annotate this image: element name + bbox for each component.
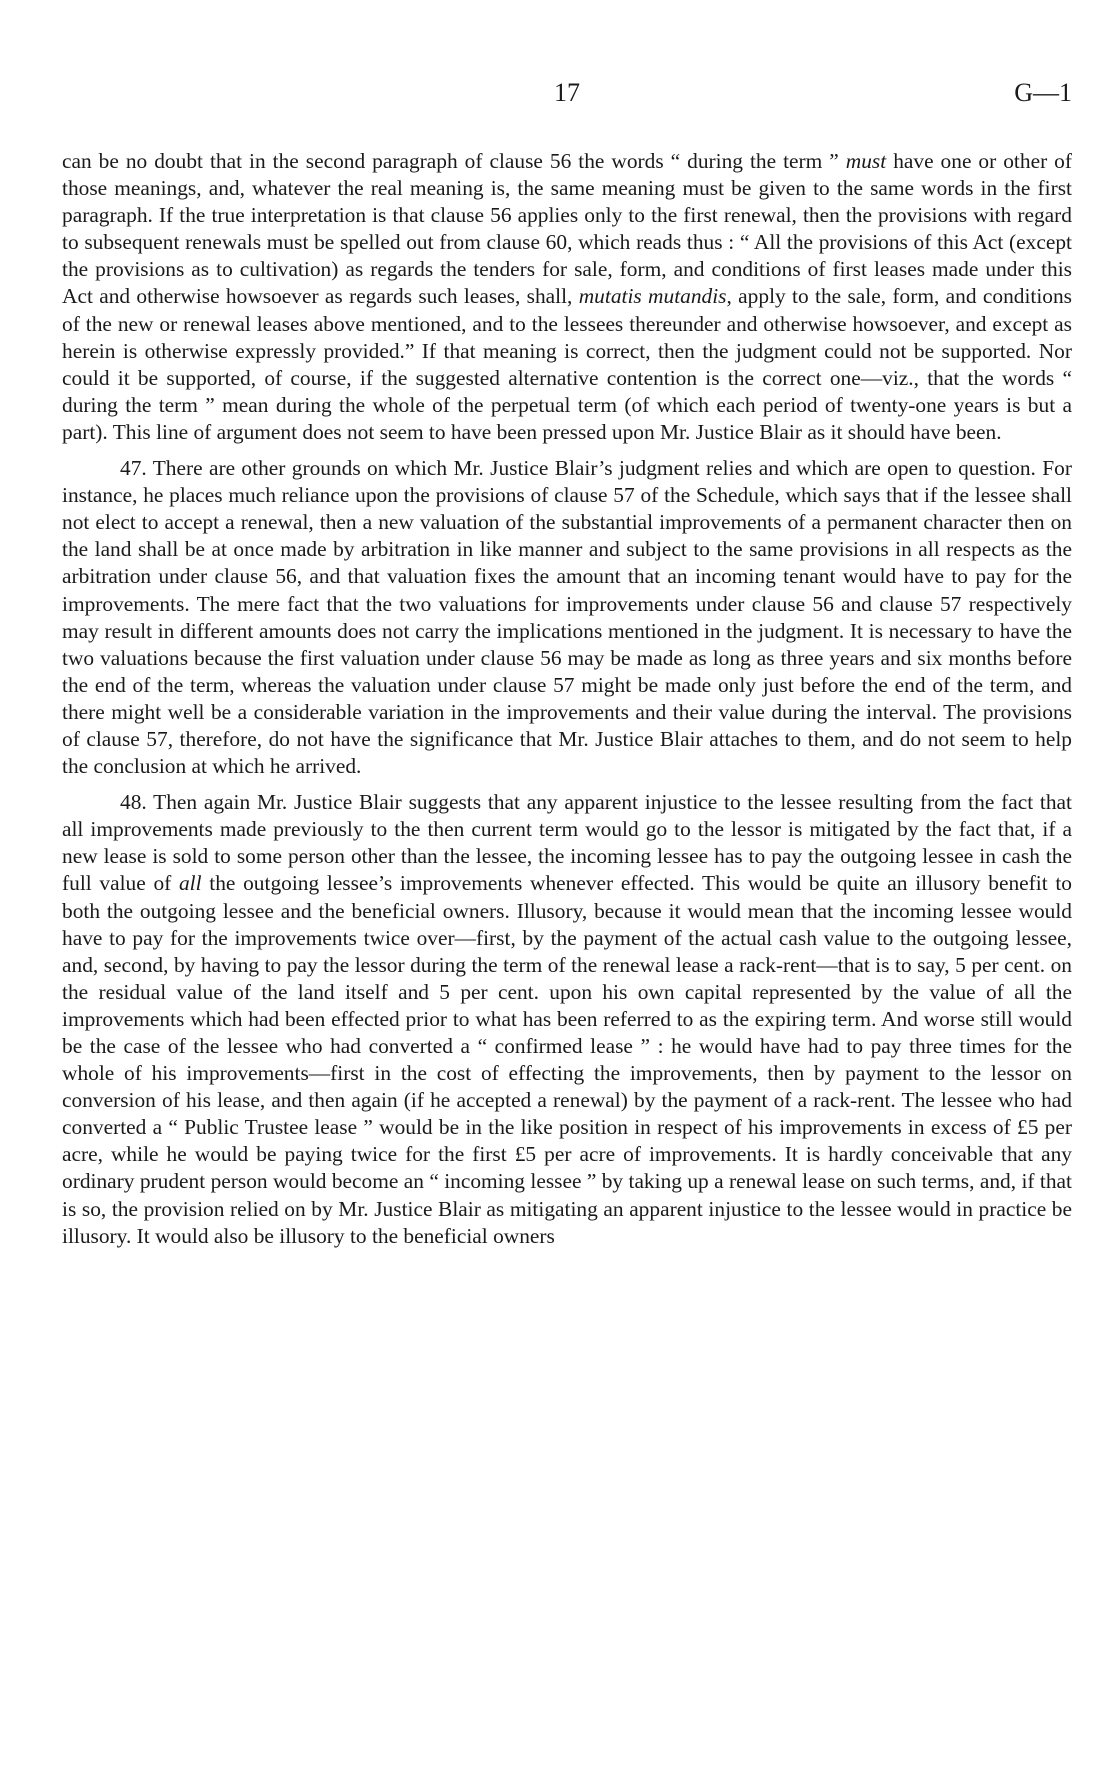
text-segment: have one or other of those meanings, and, whatever the real meaning is, the same meaning must be given to the same words in the first paragraph. If the true interpretation is that clause 56 applies only to the first renewal, then the provisions with regard to subsequent renewals must be spelled out from clause 60, which reads thus : “ All the provisions of this Act (except the provisions as to cultivation) as regards the tenders for sale, form, and conditions of first leases made under this Act and otherwise howsoever as regards such leases, shall,	[62, 149, 1072, 309]
document-reference: G—1	[1014, 78, 1072, 107]
paragraph-47	[62, 455, 1072, 780]
text-segment: 48. Then again Mr. Justice Blair suggests that any apparent injustice to the lessee resulting from the fact that all improvements made previously to the then current term would go to the lessor is mitigated by the fact that, if a new lease is sold to some person other than the lessee, the incoming lessee has to pay the outgoing lessee in cash the full value of	[62, 790, 1072, 896]
text-segment: 47. There are other grounds on which Mr. Justice Blair’s judgment relies and which are open to question. For instance, he places much reliance upon the provisions of clause 57 of the Schedule, which says that if the lessee shall not elect to accept a renewal, then a new valuation of the substantial improvements of a permanent character then on the land shall be at once made by arbitration in like manner and subject to the same provisions in all respects as the arbitration under clause 56, and that valuation fixes the amount that an incoming tenant would have to pay for the improvements. The mere fact that the two valuations for improvements under clause 56 and clause 57 respectively may result in different amounts does not carry the implications mentioned in the judgment. It is necessary to have the two valuations because the first valuation under clause 56 may be made as long as three years and six months before the end of the term, whereas the valuation under clause 57 might be made only just before the end of the term, and there might well be a considerable variation in the improvements and their value during the interval. The provisions of clause 57, therefore, do not have the significance that Mr. Justice Blair attaches to them, and do not seem to help the conclusion at which he arrived.	[62, 456, 1072, 779]
italic-text: mutatis mutandis	[578, 284, 727, 309]
text-segment: can be no doubt that in the second paragraph of clause 56 the words “ during the term ”	[62, 149, 846, 173]
italic-text: all	[178, 871, 202, 896]
page-number: 17	[554, 78, 580, 107]
italic-text: must	[845, 149, 887, 173]
text-segment: , apply to the sale, form, and conditions of the new or renewal leases above mentioned, and to the lessees thereunder and otherwise howsoever, and except as herein is otherwise expressly provided.” If that meaning is correct, then the judgment could not be supported. Nor could it be supported, of course, if the suggested alternative contention is the correct one—viz., that the words “ during the term ” mean during the whole of the perpetual term (of which each period of twenty-one years is but a part). This line of argument does not seem to have been pressed upon Mr. Justice Blair as it should have been.	[62, 284, 1072, 444]
body-text	[62, 148, 1072, 1252]
paragraph-48	[62, 789, 1072, 1250]
text-segment: the outgoing lessee’s improvements whenever effected. This would be quite an illusory benefit to both the outgoing lessee and the beneficial owners. Illusory, because it would mean that the incoming lessee would have to pay for the improvements twice over—first, by the payment of the actual cash value to the outgoing lessee, and, second, by having to pay the lessor during the term of the renewal lease a rack-rent—that is to say, 5 per cent. on the residual value of the land itself and 5 per cent. upon his own capital represented by the value of all the improvements which had been effected prior to what has been referred to as the expiring term. And worse still would be the case of the lessee who had converted a “ confirmed lease ” : he would have had to pay three times for the whole of his improvements—first in the cost of effecting the improvements, then by payment to the lessor on conversion of his lease, and then again (if he accepted a renewal) by the payment of a rack-rent. The lessee who had converted a “ Public Trustee lease ” would be in the like position in respect of his improvements in excess of £5 per acre, while he would be paying twice for the first £5 per acre of improvements. It is hardly conceivable that any ordinary prudent person would become an “ incoming lessee ” by taking up a renewal lease on such terms, and, if that is so, the provision relied on by Mr. Justice Blair as mitigating an apparent injustice to the lessee would in practice be illusory. It would also be illusory to the beneficial owners	[62, 871, 1072, 1248]
paragraph-continuation	[62, 148, 1072, 446]
page-header	[62, 78, 1072, 118]
